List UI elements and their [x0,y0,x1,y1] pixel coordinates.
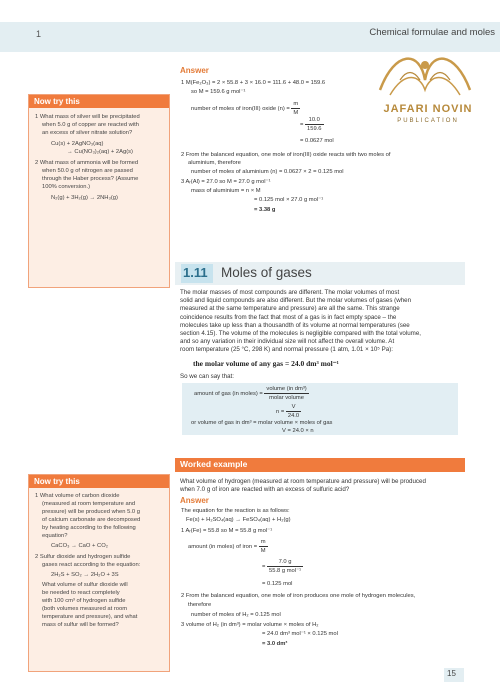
sidebar2-q2-line: gases react according to the equation: [42,562,141,568]
sidebar1-q1-line: 1 What mass of silver will be precipitated [35,114,140,120]
worked-a6: = 0.125 mol [262,581,293,587]
page-number: 15 [447,669,456,678]
now-try-this-title-1: Now try this [29,95,169,108]
worked-answer-heading: Answer [180,496,209,505]
answer1-line11: = 0.125 mol × 27.0 g mol⁻¹ [254,197,324,203]
paragraph-line: room temperature (25 °C, 298 K) and normal pressure (1 atm, 1.01 × 10⁵ Pa): [180,346,393,354]
worked-a1: The equation for the reaction is as follows: [181,508,290,514]
answer1-line5: = 0.0627 mol [300,138,334,144]
answer1-line7: aluminium, therefore [188,160,241,166]
logo-name: JAFARI NOVIN [383,103,473,115]
sidebar1-q2-line: through the Haber process? (Assume [42,176,139,182]
worked-a7: 2 From the balanced equation, one mole of iron produces one mole of hydrogen molecules, [181,593,416,599]
worked-question [180,478,470,494]
worked-a5: = $\frac{7.0 g}{\text{55.8 g mol⁻¹}}$ [262,559,302,574]
answer1-line8: number of moles of aluminium (n) = 0.0627 × 2 = 0.125 mol [191,169,344,175]
answer1-line4: = $\frac{10.0}{159.6}$ [300,117,322,132]
sidebar2-q2b-line: What volume of sulfur dioxide will [42,582,128,588]
sidebar2-q2b-line: with 100 cm³ of hydrogen sulfide [42,598,126,604]
answer1-line6: 2 From the balanced equation, one mole of iron(III) oxide reacts with two moles of [181,152,391,158]
worked-a11: = 24.0 dm³ mol⁻¹ × 0.125 mol [262,631,338,637]
molar-volume-statement: the molar volume of any gas = 24.0 dm³ mol⁻¹ [193,359,339,368]
worked-question-line: when 7.0 g of iron are reacted with an excess of sulfuric acid? [180,486,350,494]
paragraph-line: solid and liquid compounds are also different. But the molar volumes of gases (when [180,297,412,305]
paragraph-line: coincidence results from the fact that most of a gas is in fact empty space – the [180,313,397,321]
logo-sub: PUBLICATION [397,118,459,124]
sidebar2-q1-line: by heating according to the following [42,525,136,531]
paragraph-line: molecules take up less than a thousandth of its volume at normal temperatures (see [180,321,410,329]
answer1-line10: mass of aluminium = n × M [191,188,261,194]
sidebar2-q1-line: pressure) will be produced when 5.0 g [42,509,140,515]
answer-heading: Answer [180,66,209,75]
sidebar1-q2-line: when 50.0 g of nitrogen are passed [42,168,133,174]
section-number: 1.11 [183,265,208,280]
sidebar1-q1-line: an excess of silver nitrate solution? [42,130,133,136]
sidebar1-eq1a: Cu(s) + 2AgNO₃(aq) [51,141,104,147]
sidebar2-q1-line: of calcium carbonate are decomposed [42,517,141,523]
sidebar2-q1-line: (measured at room temperature and [42,501,136,507]
worked-example-title: Worked example [180,459,248,469]
formula-line2: n = $\frac{V}{24.0}$ [276,404,300,419]
section-paragraph [180,289,470,355]
worked-a2: Fe(s) + H₂SO₄(aq) → FeSO₄(aq) + H₂(g) [186,517,291,523]
sidebar2-eq1: CaCO₃ → CaO + CO₂ [51,543,108,549]
sidebar2-q1-line: 1 What volume of carbon dioxide [35,493,120,499]
sidebar2-q1-line: equation? [42,533,68,539]
worked-question-line: What volume of hydrogen (measured at room temperature and pressure) will be produced [180,478,426,485]
answer1-line3: number of moles of iron(III) oxide (n) = $\frac{m}{M}$ [191,101,299,116]
worked-a9: number of moles of H₂ = 0.125 mol [191,612,281,618]
section-heading-band [175,262,465,285]
sidebar1-q2-line: 2 What mass of ammonia will be formed [35,160,139,166]
paragraph-line: measured at the same temperature and pressure) are all the same. This strange [180,305,400,313]
sidebar2-q2b-line: mass of sulfur will be formed? [42,622,119,628]
paragraph-line: section 4.15). The volume of the molecules is negligible compared with the total volume, [180,330,421,338]
sidebar1-eq2: N₂(g) + 3H₂(g) → 2NH₃(g) [51,195,118,201]
worked-a8: therefore [188,602,212,608]
paragraph-line: The molar masses of most compounds are different. The molar volumes of most [180,289,400,296]
answer1-line12: = 3.38 g [254,207,276,213]
paragraph-line: and so any variation in their individual size will not affect the overall volume. At [180,338,395,346]
answer1-line9: 3 Aᵣ(Al) = 27.0 so M = 27.0 g mol⁻¹ [181,179,271,185]
worked-a3: 1 Aᵣ(Fe) = 55.8 so M = 55.8 g mol⁻¹ [181,528,273,534]
answer1-line1: 1 M(Fe₂O₃) = 2 × 55.8 + 3 × 16.0 = 111.6 + 48.0 = 159.6 [181,80,326,86]
section-title: Moles of gases [221,265,312,280]
header-left-number: 1 [36,29,42,39]
formula-line1: amount of gas (in moles) = $\frac{\text{volume (in dm³)}}{\text{molar volume}}$ [194,386,307,401]
so-we-can-say: So we can say that: [180,373,234,380]
formula-line3: or volume of gas in dm³ = molar volume × moles of gas [191,420,333,426]
worked-a4: amount (in moles) of iron = $\frac{m}{M}$ [188,539,266,554]
sidebar1-q2-line: 100% conversion.) [42,184,91,190]
answer1-line2: so M = 159.6 g mol⁻¹ [191,89,246,95]
worked-a10: 3 volume of H₂ (in dm³) = molar volume × moles of H₂ [181,622,319,628]
sidebar2-q2b-line: (both volumes measured at room [42,606,128,612]
now-try-this-box-2 [28,474,170,672]
sidebar2-q2-line: 2 Sulfur dioxide and hydrogen sulfide [35,554,131,560]
worked-a12: = 3.0 dm³ [262,641,288,647]
formula-line4: V = 24.0 × n [282,428,314,434]
sidebar1-eq1b: → Cu(NO₃)₂(aq) + 2Ag(s) [67,149,133,155]
now-try-this-title-2: Now try this [29,475,169,488]
sidebar2-eq2: 2H₂S + SO₂ → 2H₂O + 3S [51,572,119,578]
sidebar2-q2b-line: be needed to react completely [42,590,120,596]
now-try-this-box-1 [28,94,170,288]
sidebar2-q2b-line: temperature and pressure), and what [42,614,138,620]
sidebar1-q1-line: when 5.0 g of copper are reacted with [42,122,139,128]
running-header-title: Chemical formulae and moles [369,27,495,38]
